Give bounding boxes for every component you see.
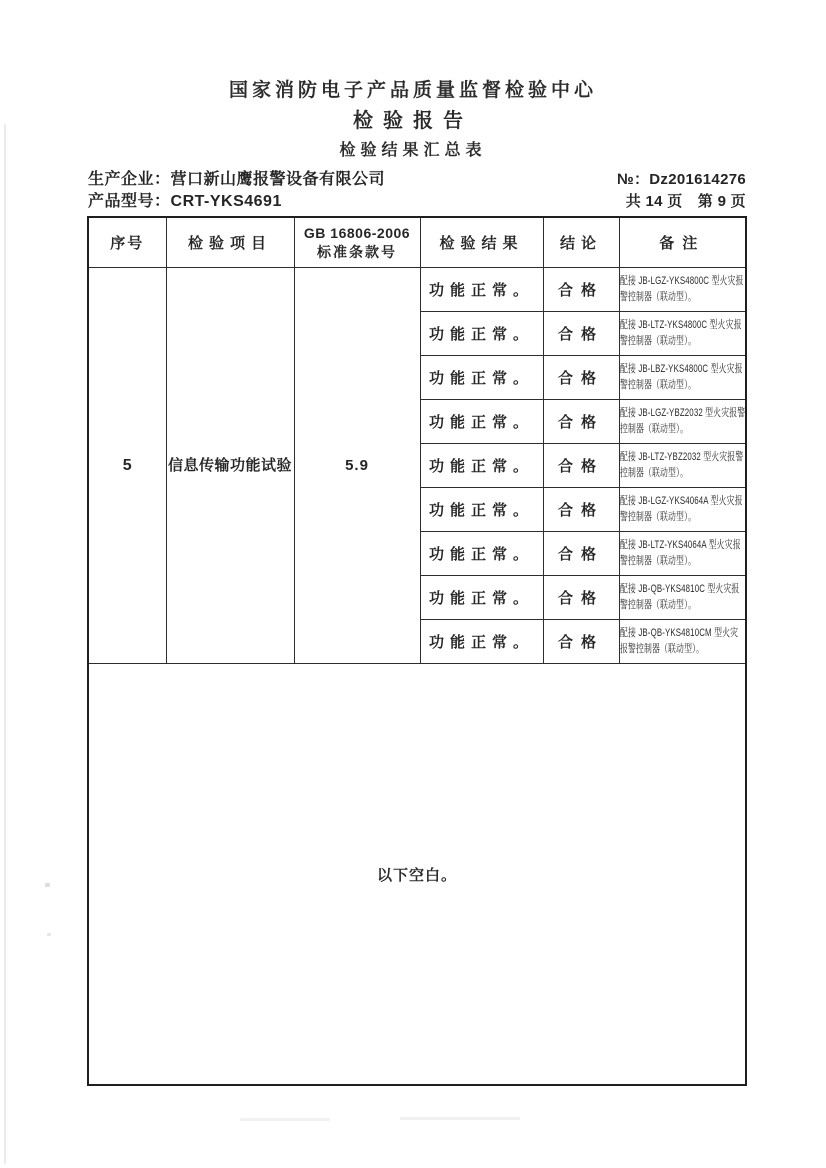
conclusion-cell: 合格	[543, 488, 619, 532]
remark-text: 配接 JB-LBZ-YKS4800C 型火灾报警控制器（联动型）。	[619, 363, 743, 391]
remark-text: 配接 JB-LGZ-YBZ2032 型火灾报警控制器（联动型）。	[619, 407, 745, 435]
scan-edge-artifact	[4, 124, 6, 1164]
product-model-value: CRT-YKS4691	[170, 193, 282, 210]
report-no-value: Dz201614276	[649, 171, 746, 188]
conclusion-cell: 合格	[543, 356, 619, 400]
result-cell: 功能正常。	[420, 620, 543, 664]
organization-title: 国家消防电子产品质量监督检验中心	[228, 80, 597, 101]
remark-cell	[619, 576, 746, 620]
remark-cell	[619, 268, 746, 312]
page-info: 共 14 页 第 9 页	[625, 193, 746, 210]
scan-speck	[47, 933, 51, 936]
result-cell: 功能正常。	[420, 400, 543, 444]
scan-speck	[45, 883, 50, 887]
col-header-seq: 序号	[88, 217, 166, 268]
result-cell: 功能正常。	[420, 356, 543, 400]
remark-cell	[619, 312, 746, 356]
report-info-block	[88, 169, 746, 213]
conclusion-cell: 合格	[543, 620, 619, 664]
conclusion-cell: 合格	[543, 312, 619, 356]
col-header-result: 检验结果	[420, 217, 543, 268]
manufacturer-line	[88, 169, 385, 191]
scan-smudge	[240, 1118, 330, 1121]
blank-section-row	[88, 664, 746, 1086]
remark-text: 配接 JB-QB-YKS4810C 型火灾报警控制器（联动型）。	[619, 583, 739, 611]
report-no-label: №：	[616, 171, 650, 188]
remark-cell	[619, 444, 746, 488]
blank-section-cell	[88, 664, 746, 1086]
remark-text: 配接 JB-LTZ-YKS4800C 型火灾报警控制器（联动型）。	[619, 319, 742, 347]
group-seq-cell: 5	[88, 268, 166, 664]
result-cell: 功能正常。	[420, 576, 543, 620]
conclusion-cell: 合格	[543, 532, 619, 576]
conclusion-cell: 合格	[543, 576, 619, 620]
remark-text: 配接 JB-LTZ-YBZ2032 型火灾报警控制器（联动型）。	[619, 451, 743, 479]
col-header-conclusion: 结论	[543, 217, 619, 268]
col-header-clause	[294, 217, 420, 268]
remark-cell	[619, 620, 746, 664]
remark-cell	[619, 532, 746, 576]
product-model-row	[88, 191, 746, 213]
result-cell: 功能正常。	[420, 532, 543, 576]
col-header-clause-line2: 标准条款号	[317, 243, 397, 260]
table-row	[88, 268, 746, 312]
remark-text: 配接 JB-LGZ-YKS4064A 型火灾报警控制器（联动型）。	[619, 495, 743, 523]
group-item-cell: 信息传输功能试验	[166, 268, 294, 664]
product-model-label: 产品型号：	[88, 193, 171, 210]
conclusion-cell: 合格	[543, 444, 619, 488]
results-table	[87, 216, 747, 1086]
result-cell: 功能正常。	[420, 268, 543, 312]
report-title: 检验报告	[353, 110, 473, 132]
scan-smudge	[400, 1117, 520, 1120]
blank-note: 以下空白。	[376, 866, 457, 884]
result-cell: 功能正常。	[420, 444, 543, 488]
remark-cell	[619, 400, 746, 444]
result-cell: 功能正常。	[420, 312, 543, 356]
manufacturer-label: 生产企业：	[88, 171, 171, 188]
conclusion-cell: 合格	[543, 400, 619, 444]
report-number-line	[617, 169, 746, 191]
table-header-row	[88, 217, 746, 268]
col-header-remark: 备注	[619, 217, 746, 268]
col-header-clause-line1: GB 16806-2006	[303, 224, 411, 241]
product-model-line	[88, 191, 282, 213]
remark-cell	[619, 356, 746, 400]
manufacturer-row	[88, 169, 746, 191]
remark-text: 配接 JB-LTZ-YKS4064A 型火灾报警控制器（联动型）。	[619, 539, 741, 567]
result-cell: 功能正常。	[420, 488, 543, 532]
remark-cell	[619, 488, 746, 532]
manufacturer-name: 营口新山鹰报警设备有限公司	[170, 171, 386, 188]
report-header	[0, 0, 826, 160]
remark-text: 配接 JB-LGZ-YKS4800C 型火灾报警控制器（联动型）。	[619, 275, 743, 303]
group-clause-cell: 5.9	[294, 268, 420, 664]
col-header-item: 检验项目	[166, 217, 294, 268]
summary-table-title: 检验结果汇总表	[339, 142, 487, 159]
conclusion-cell: 合格	[543, 268, 619, 312]
remark-text: 配接 JB-QB-YKS4810CM 型火灾报警控制器（联动型）。	[619, 627, 738, 655]
